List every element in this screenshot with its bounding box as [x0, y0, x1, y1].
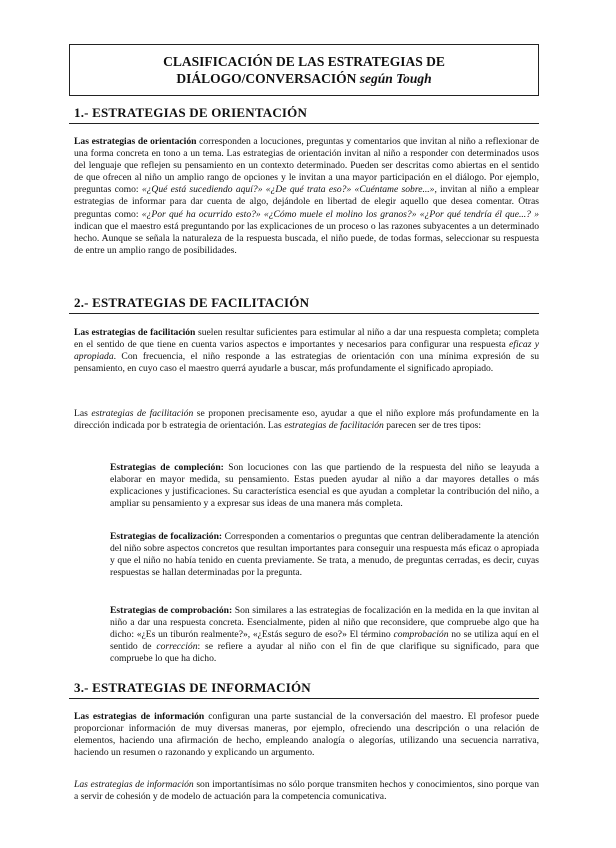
- section-2-heading: 2.- ESTRATEGIAS DE FACILITACIÓN: [74, 295, 310, 310]
- section-1-heading: 1.- ESTRATEGIAS DE ORIENTACIÓN: [74, 105, 308, 120]
- section-2-p2-d: estrategias de facilitación: [284, 420, 384, 432]
- type-focalization-paragraph: [110, 531, 539, 579]
- section-2-lead: Las estrategias de facilitación: [74, 327, 196, 338]
- section-2-paragraph-1: [74, 327, 539, 375]
- section-3-text: configuran una parte sustancial de la conversación del maestro. El profesor puede proporcionar información de muy diversas maneras, por ejemplo, ofreciendo una descripción o una relación de elementos, haciendo una afirmación de hecho, empleando analogía o alegorías, utilizando una secuencia narrativa, haciendo un resumen o razonando y explicando un argumento.: [74, 711, 539, 759]
- type-completion-text: Son locuciones con las que partiendo de la respuesta del niño se leayuda a elaborar en mayor medida, su pensamiento. Estas pueden ayudar al niño a dar mayores detalles o más explicaciones y justificaciones. Su característica esencial es que ayudan a completar la contribución del niño, a ampliar su pensamiento y a expresar sus ideas de una manera más completa.: [110, 462, 540, 510]
- type-checking-text-c: : se refiere a ayudar al niño con el fin de que clarifique su significado, para que compruebe lo que ha dicho.: [110, 641, 539, 665]
- section-2-text-a: suelen resultar suficientes para estimular al niño a dar una respuesta completa; completa en el sentido de que tiene en cuenta varios aspectos e importantes y necesarios para configurar una respuesta: [74, 327, 539, 351]
- type-focalization-lead: Estrategias de focalización:: [110, 531, 223, 542]
- section-2-p2-a: Las: [74, 408, 92, 419]
- section-2-p2-c: se proponen precisamente eso, ayudar a que el niño explore más profundamente en la dirección indicada por b estrategia de orientación. Las: [74, 408, 539, 432]
- section-1-rule: [69, 123, 539, 124]
- section-1-quote-2: «¿Por qué ha ocurrido esto?» «¿Cómo muele el molino los granos?» «¿Por qué tendría él que...? »: [141, 208, 539, 220]
- type-completion-lead: Estrategias de compleción:: [110, 462, 224, 473]
- document-title-box: [69, 44, 539, 96]
- section-1-lead: Las estrategias de orientación: [74, 136, 197, 147]
- section-3-lead: Las estrategias de información: [74, 711, 205, 722]
- section-3-heading: 3.- ESTRATEGIAS DE INFORMACIÓN: [74, 680, 311, 695]
- title-author: según Tough: [359, 71, 432, 86]
- section-2-emph: eficaz y apropiada: [74, 339, 539, 363]
- title-line-1: CLASIFICACIÓN DE LAS ESTRATEGIAS DE: [163, 54, 445, 69]
- section-2-paragraph-2: [74, 408, 539, 432]
- type-checking-term-1: comprobación: [393, 629, 449, 641]
- type-checking-text-b: no se utiliza aquí en el sentido de: [110, 629, 539, 653]
- section-1-text-a: corresponden a locuciones, preguntas y comentarios que invitan al niño a reflexionar de una forma concreta en tono a un tema. Las estrategias de orientación invitan al niño a responder con determinados usos del lenguaje que reflejen su pensamiento en un contexto determinado. Pueden ser descritas como abiertas en el sentido de que ofrecen al niño un amplio rango de opciones y le invitan a una mayor participación en el diálogo. Por ejemplo, preguntas como:: [74, 136, 539, 196]
- type-checking-term-2: corrección: [156, 641, 198, 653]
- type-focalization-text: Corresponden a comentarios o preguntas que centran deliberadamente la atención del niño sobre aspectos concretos que resultan importantes para conseguir una respuesta más eficaz o apropiada y que el niño no había tenido en cuenta previamente. Se trata, a menudo, de preguntas cerradas, es decir, cuyas respuestas se hallan determinadas por la pregunta.: [110, 531, 540, 579]
- section-2-p2-b: estrategias de facilitación: [91, 408, 194, 419]
- type-checking-text-a: Son similares a las estrategias de focalización en la medida en la que invitan al niño a dar una respuesta concreta. Esencialmente, piden al niño que reconsidere, que compruebe algo que ha dicho: «¿Es un tiburón realmente?», «¿Estás seguro de eso?» El término: [110, 605, 539, 641]
- section-1-paragraph: [74, 136, 539, 257]
- section-3-paragraph-1: [74, 711, 539, 759]
- type-completion-paragraph: [110, 462, 539, 510]
- title-line-2: [70, 70, 538, 87]
- section-1-quote-1: «¿Qué está sucediendo aquí?» «¿De qué trata eso?» «Cuéntame sobre...»: [141, 184, 435, 196]
- section-2-p2-e: parecen ser de tres tipos:: [383, 420, 482, 432]
- type-checking-paragraph: [110, 605, 539, 665]
- section-2-rule: [69, 313, 539, 314]
- section-3-p2-lead: Las estrategias de información: [74, 779, 194, 790]
- section-3-rule: [69, 698, 539, 699]
- section-3-p2-text: son importantísimas no sólo porque transmiten hechos y conocimientos, sino porque van a servir de cohesión y de modelo de actuación para la competencia comunicativa.: [74, 779, 539, 803]
- section-3-paragraph-2: [74, 779, 539, 803]
- section-1-text-b: , invitan al niño a emplear estrategias de informar para dar cuenta de algo, dejándole en libertad de elegir aquello que desea comentar. Otras preguntas como:: [74, 184, 539, 220]
- section-2-text-b: . Con frecuencia, el niño responde a las estrategias de orientación con una mínima expresión de su pensamiento, en cuyo caso el maestro querrá ayudarle a buscar, más profundamente el significado apropiado.: [74, 351, 539, 375]
- title-line-2-text: DIÁLOGO/CONVERSACIÓN: [176, 71, 357, 86]
- section-1-text-c: indican que el maestro está preguntando por las explicaciones de un proceso o las razones subyacentes a un determinado hecho. Aunque se señala la naturaleza de la respuesta buscada, el niño puede, de todas formas, seleccionar su respuesta de entre un amplio rango de posibilidades.: [74, 220, 539, 256]
- type-checking-lead: Estrategias de comprobación:: [110, 605, 233, 616]
